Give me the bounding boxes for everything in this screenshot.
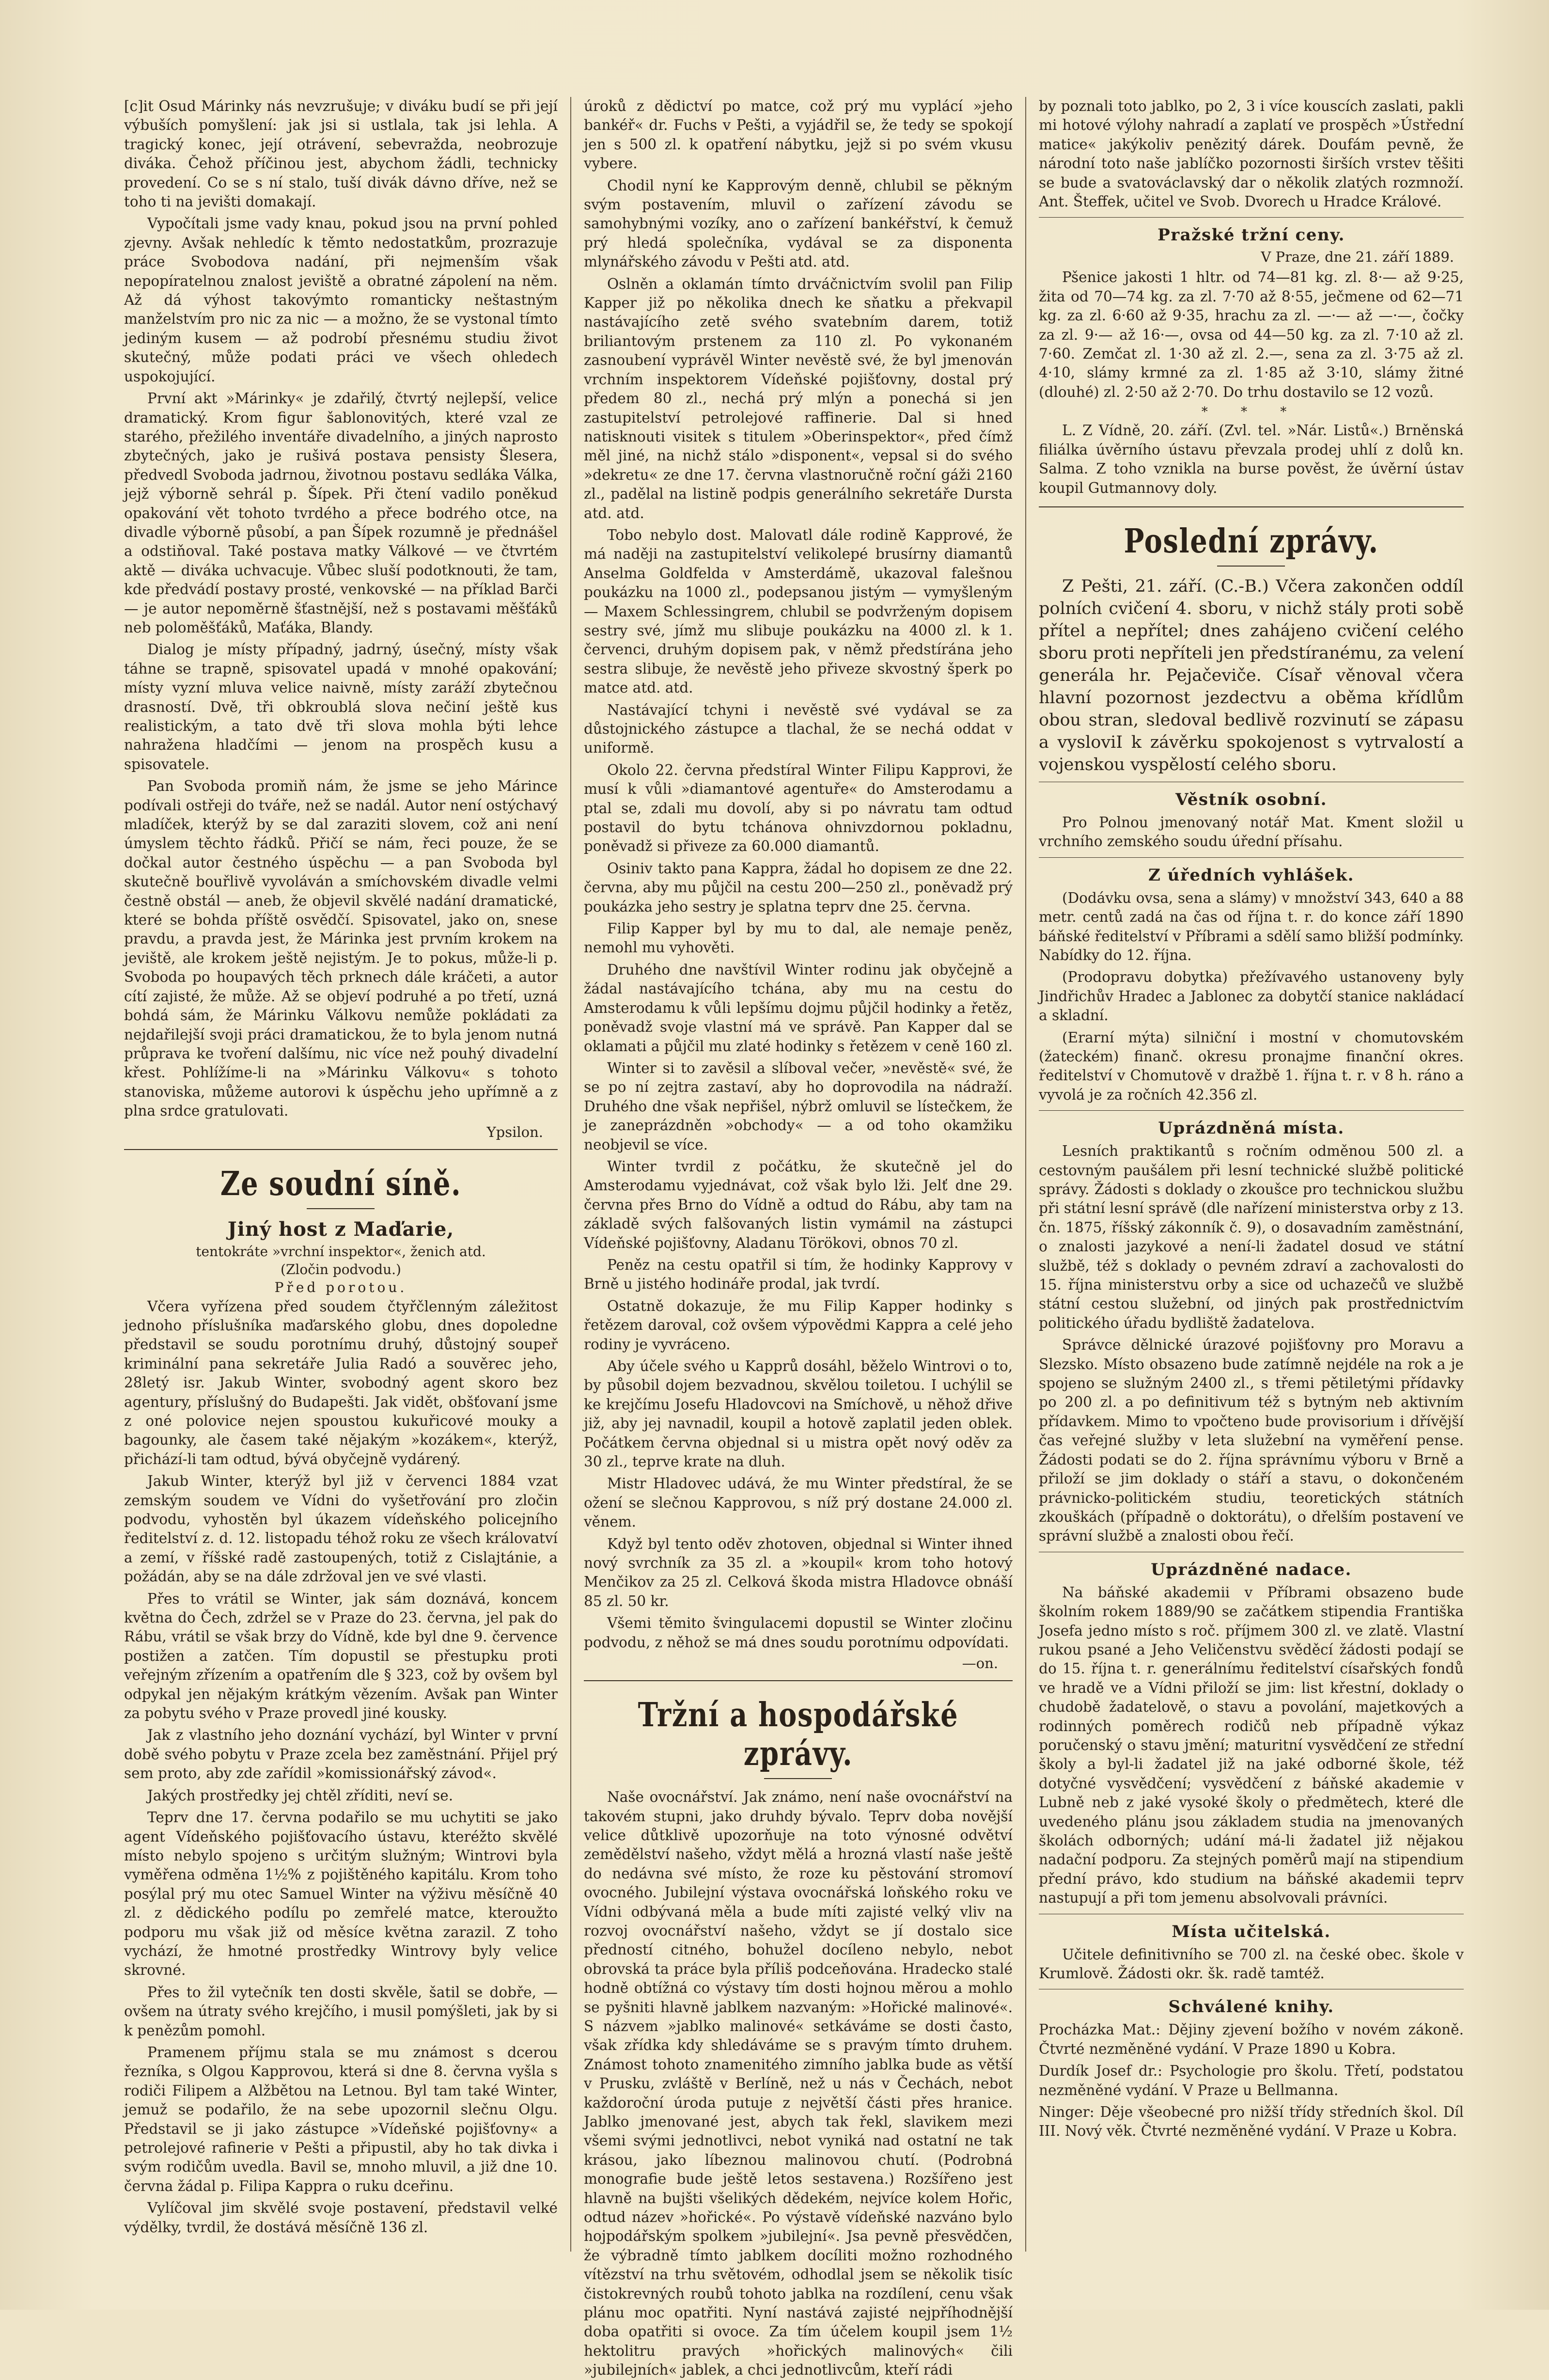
article-paragraph: úroků z dědictví po matce, což prý mu vyplácí »jeho bankéř« dr. Fuchs v Pešti, a vyjádřil se, že tedy se spokojí jen s 500 zl. k opatření nábytku, jejž si po svém vkusu vybere. — [583, 98, 1013, 172]
review-paragraph: Dialog je místy případný, jadrný, úsečný, místy však táhne se trapně, spisovatel upadá v mnohé opakování; místy vyzní mluva velice naivně, místy zaráží zbytečnou drasností. Dvě, tři obkroublá slova nečiní ještě kus realistickým, a tato dvě tři slova mohla býti lehce nahražena hladčími — jenom na prospěch kusu a spisovatele. — [124, 641, 558, 772]
market-prices-title: Pražské tržní ceny. — [1158, 225, 1345, 245]
article-subtitle: tentokráte »vrchní inspektor«, ženich atd. — [196, 1243, 486, 1260]
latest-news-header: Poslední zprávy. — [1124, 521, 1379, 561]
article-paragraph: Filip Kapper byl by mu to dal, ale nemaje peněz, nemohl mu vyhověti. — [583, 920, 1013, 956]
article-paragraph: Přes to žil vytečník ten dosti skvěle, šatil se dobře, — ovšem na útraty svého krejčího, i musil pomýšleti, jak by si k penězům pomohl. — [124, 1984, 558, 2039]
article-subtitle: (Zločin podvodu.) — [281, 1261, 401, 1277]
section-divider — [124, 1149, 558, 1150]
article-paragraph: Teprv dne 17. června podařilo se mu uchytiti se jako agent Vídeňského pojišťovacího ústavu, kteréžto skvělé místo nebylo spojeno s určitým služným; Wintrovi byla vyměřena odměna 1½% z pojištěného kapitálu. Krom toho posýlal prý mu otec Samuel Winter na výživu měsíčně 40 zl. z dědického podílu po zemřelé matce, kteroužto podporu mu však již od měsíce května zarazil. Z toho vychází, že hmotné prostředky Wintrovy byly velice skrovné. — [124, 1809, 558, 1979]
review-paragraph: Vypočítali jsme vady knau, pokud jsou na první pohled zjevny. Avšak nehledíc k těmto nedostatkům, prozrazuje práce Svobodova nadání, při nejmenším však nepopíratelnou znalost jeviště a obratné zápolení na něm. Až dá výhost takovýmto romanticky neštastným manželstvím pro nic za nic — a možno, že se vystonal tímto jediným kusem — až podrobí přesnému studiu život skutečný, může podati práci ve všech ohledech uspokojující. — [124, 215, 558, 385]
news-paragraph: L. Z Vídně, 20. září. (Zvl. tel. »Nár. Listů«.) Brněnská filiálka úvěrního ústavu převzala prodej uhlí z dolů kn. Salma. Z toho vznikla na burse pověst, že úvěrní ústav koupil Gutmannovy doly. — [1038, 422, 1464, 496]
foundations-title: Uprázdněné nadace. — [1151, 1560, 1352, 1579]
article-paragraph: Pramenem příjmu stala se mu známost s dcerou řezníka, s Olgou Kapprovou, která si dne 8. června vyšla s rodiči Filipem a Alžbětou na Letnou. Byl tam také Winter, jemuž se podařilo, že na sebe upozornil slečnu Olgu. Představil se ji jako zástupce »Vídeňské pojišťovny« a petrolejové rafinerie v Pešti a připustil, aby ho tak divka i svým rodičům uvedla. Bavil se, mnoho mluvil, a již dne 10. června žádal p. Filipa Kappra o ruku dceřinu. — [124, 2044, 558, 2194]
market-paragraph: Pšenice jakosti 1 hltr. od 74—81 kg. zl. 8·— až 9·25, žita od 70—74 kg. za zl. 7·70 až 8·55, ječmene od 62—71 kg. za zl. 6·60 až 9·35, hrachu za zl. —·— až —·—, čočky za zl. 9·— až 16·—, ovsa od 44—50 kg. za zl. 7·10 až zl. 7·60. Zemčat zl. 1·30 až zl. 2.—, sena za zl. 3·75 až zl. 4·10, slámy krmné za zl. 1·85 až 3·10, slámy žitné (dlouhé) zl. 2·50 až 2·70. Do trhu dostavilo se 12 vozů. — [1038, 269, 1464, 400]
column-left — [111, 97, 571, 2252]
article-paragraph: Okolo 22. června předstíral Winter Filipu Kapprovi, že musí k vůli »diamantové agentuře« do Amsterodamu a ptal se, zdali mu dovolí, aby si po návratu tam odtud postavil do bytu tchánova ohnivzdornou pokladnu, poněvadž si přiveze za 60.000 diamantů. — [583, 761, 1013, 855]
notice-paragraph: Správce dělnické úrazové pojišťovny pro Moravu a Slezsko. Místo obsazeno bude zatímně nejdéle na rok a je spojeno se služným 2400 zl., s třemi pětiletými přídavky po 200 zl. a po definitivum též s bytným neb aktivním přídavkem. Mimo to vpočteno bude provisorium i dřívější čas veřejné služby v leta služební na vyměření pense. Žádosti podati se do 2. října správnímu výboru v Brně a přiloží se jim doklady o stáří a stavu, o dokončeném právnicko-politickém studiu, teoretických státních zkouškách (případně o doktorátu), o dřelším postavení ve správní službě a znalosti obou řečí. — [1038, 1337, 1464, 1545]
article-paragraph: Chodil nyní ke Kapprovým denně, chlubil se pěkným svým postavením, mluvil o zařízení závodu se samohybnými vozíky, ano o zařízení bankéřství, k čemuž prý hledá společníka, vydával se za disponenta mlynářského závodu v Pešti atd. atd. — [583, 177, 1013, 270]
article-paragraph: Jak z vlastního jeho doznání vychází, byl Winter v první době svého pobytu v Praze zcela bez zaměstnání. Přijel prý sem proto, aby zde zařídil »komissionářský závod«. — [124, 1727, 558, 1782]
article-paragraph: Winter si to zavěsil a slíboval večer, »nevěstě« své, že se po ní zejtra zastaví, aby ho doprovodila na nádraží. Druhého dne však nepřišel, nýbrž omluvil se lístečkem, že je zaneprázdněn »obchody« — a od toho okamžiku neobjevil se více. — [583, 1059, 1013, 1153]
news-paragraph: Z Pešti, 21. září. (C.-B.) Včera zakončen oddíl polních cvičení 4. sboru, v nichž stály proti sobě přítel a nepřítel; dnes zahájeno cvičení celého sboru proti nepříteli jen předstíranému, za velení generála hr. Pejačeviče. Císař věnoval včera hlavní pozornost jezdectvu a oběma křídlům obou stran, sledoval bedlivě rozvinutí se zápasu a vysloviI k závěrku spokojenost s vytrvalostí a vojenskou vyspělostí celého sboru. — [1038, 576, 1464, 774]
book-entry: Ninger: Děje všeobecné pro nižší třídy středních škol. Díl III. Nový věk. Čtvrté nezměněné vydání. V Praze u Kobra. — [1038, 2104, 1464, 2140]
article-paragraph: Peněz na cestu opatřil si tím, že hodinky Kapprovy v Brně u jistého hodináře prodal, jak tvrdí. — [583, 1256, 1013, 1292]
review-paragraph: Pan Svoboda promiň nám, že jsme se jeho Márince podívali ostřeji do tváře, než se nadál. Autor není ostýchavý mladíček, kterýž by se dal zaraziti slovem, což ani není úmyslem těchto řádků. Přičí se nám, řeci pouze, že se dočkal autor čestného úspěchu — a pan Svoboda byl skutečně bouřlivě vyvoláván a smíchovském divadle velmi čestně obstál — aneb, že objevil skvělé nadání dramatické, které se bohda příště osvědčí. Spisovatel, jako on, snese pravdu, a pravda jest, že Márinka jest prvním krokem na jeviště, ale krokem ještě nejistým. Je to pokus, může-li p. Svoboda po houpavých těch prknech dále kráčeti, a autor cítí zajisté, že může. Až se objeví podruhé a po třetí, uzná bohdá sám, že Márinku Válkovu nemůže pokládati za nejdařilejší svoji práci dramatickou, že to byla jenom nutná průprava ke tvoření dalšímu, nic více než pouhý divadelní křest. Pohlížíme-li na »Márinku Válkovu« s tohoto stanoviska, můžeme autorovi k úspěchu jeho upřímně a z plna srdce gratulovati. — [124, 778, 558, 1119]
notice-paragraph: Pro Polnou jmenovaný notář Mat. Kment složil u vrchního zemského soudu úřední přísahu. — [1038, 814, 1464, 850]
article-paragraph: Naše ovocnářství. Jak známo, není naše ovocnářství na takovém stupni, jako druhdy bývalo. Teprv doba novější velice důtklivě upozorňuje na toto výnosné odvětví zemědělství našeho, vždyt mělá a hrozná vlastí naše ještě do nedávna své místo, že roze ku pěstování stromoví ovocného. Jubilejní výstava ovocnářská loňského roku ve Vídni odbývaná měla a bude míti zajisté velký vliv na rozvoj ovocnářství našeho, vždyt se jí dostalo sice předností citného, bohužel docíleno nebylo, nebot obrovská ta práce byla příliš podceňována. Hradecko stalé hodně obtížná co výstavy tím dosti hojnou měrou a mohlo se pyšniti hlavně jablkem nazvaným: »Hořické malinové«. S názvem »jablko malinové« setkáváme se dosti často, však zřídka kdy shledáváme se s pravým tímto druhem. Známost tohoto znamenitého zimního jablka bude as větší v Prusku, zvláště v Berlíně, než u nás v Čechách, nebot každoroční úroda putuje z největší části přes hranice. Jablko jmenované jest, abych tak řekl, slavikem mezi všemi svými jednotlivci, nebot vyniká nad ostatní ne tak krásou, jako líbeznou malinovou chutí. (Podrobná monografie bude ještě letos sestavena.) Rozšířeno jest hlavně na bujšti všelikých dědekém, nejvíce kolem Hořic, odtud název »hořické«. Po výstavě vídeňské nazváno bylo hojpodářským spolkem »jubilejní«. Jsa pevně přesvědčen, že výbradně tímto jablkem docíliti možno rozhodného vítězství na trhu světovém, odhodlal jsem se několik tisíc čistokrevných roubů tohoto jablka na rozdílení, cenu však plánu moc opatřiti. Nyní nastává zajisté nejpříhodnější doba opatřiti si ovoce. Za tím účelem koupil jsem 1½ hektolitru pravých »hořických malinových« čili »jubilejních« jablek, a chci jednotlivcům, kteří rádi — [583, 1789, 1013, 2379]
column-middle — [571, 97, 1026, 2379]
book-entry: Durdík Josef dr.: Psychologie pro školu. Třetí, podstatou nezměněné vydání. V Praze u Bellmanna. — [1038, 2063, 1464, 2098]
article-paragraph: Včera vyřízena před soudem čtyřčlenným záležitost jednoho příslušníka maďarského globu, dnes dopoledne představil se soudu porotnímu druhý, důstojný soupeř kriminální pana sekretáře Julia Radó a souvěrec jeho, 28letý isr. Jakub Winter, svobodný agent skoro bez agentury, příslušný do Budapešti. Jak vidět, obšťovaní jsme z oné polovice nejen spoustou kukuřicové mouky a bagounky, ale časem také nějakým »kozákem«, kterýž, přichází-li tam odtud, bývá obyčejně vydárený. — [124, 1298, 558, 1467]
article-paragraph: Oslněn a oklamán tímto drváčnictvím svolil pan Filip Kapper již po několika dnech ke sňatku a překvapil nastávajícího zetě svého svatebním darem, totiž briliantovým prstenem za 110 zl. Po vykonaném zasnoubení vyprávěl Winter nevěstě své, že byl jmenován vrchním inspektorem Vídeňské pojišťovny, dostal prý předem 80 zl., nechá prý mlýn a ponechá si jen zastupitelství petrolejové raffinerie. Dal si hned natisknouti visitek s titulem »Oberinspektor«, před čímž měl jiné, na nichž stálo »disponent«, vepsal si do svého »dekretu« ze dne 17. června vlastnoručně roční gáži 2160 zl., padělal na listině podpis generálního sekretáře Dursta atd. atd. — [583, 275, 1013, 521]
short-divider — [307, 1208, 375, 1209]
column-right — [1026, 97, 1476, 2252]
article-subtitle: Před porotou. — [274, 1279, 407, 1295]
article-paragraph: Winter tvrdil z počátku, že skutečně jel do Amsterodamu vyjednávat, což však bylo lži. Jelť dne 29. června přes Brno do Vídně a odtud do Rábu, aby tam na základě svých falšovaných listin vymámil na zástupci Vídeňské pojišťovny, Aladanu Törökovi, obnos 70 zl. — [583, 1158, 1013, 1251]
notice-paragraph: Lesních praktikantů s ročním odměnou 500 zl. a cestovným paušálem při lesní technické službě politické správy. Žádosti s doklady o zkoušce pro technickou službu při státní lesní správě (dle nařízení ministerstva orby z 13. čn. 1875, říšský zákonník č. 9), o dosavadním zaměstnání, o znalosti jazykové a není-li žadatel dosud ve státní službě, též s doklady o pevném zdraví a zachovalosti do 15. října ministerstvu orby a sice od uchazečů ve službě státní cestou služební, od jiných pak prostřednictvím politického úřadu bydliště žadatelova. — [1038, 1143, 1464, 1331]
section-divider — [584, 1680, 1013, 1681]
asterism: * * * — [1201, 405, 1301, 420]
teaching-posts-title: Místa učitelská. — [1172, 1922, 1331, 1941]
section-divider — [1039, 857, 1464, 858]
economy-section-header: Tržní a hospodářské zprávy. — [638, 1696, 959, 1774]
article-paragraph: Všemi těmito švingulacemi dopustil se Winter zločinu podvodu, z něhož se má dnes soudu porotnímu odpovídati. — [583, 1615, 1013, 1651]
article-paragraph: Jakub Winter, kterýž byl již v červenci 1884 vzat zemským soudem ve Vídni do vyšetřování pro zločin podvodu, vyhostěn byl úkazem vídeňského policejního ředitelství z. d. 12. listopadu téhož roku ze všech královatví a zemí, v říšské radě zastoupených, totiž z Cislajtánie, a požádán, aby se na dále zdržoval jen ve své vlasti. — [124, 1473, 558, 1585]
article-paragraph: Vylíčoval jim skvělé svoje postavení, představil velké výdělky, tvrdil, že dostává měsíčně 136 zl. — [124, 2200, 558, 2236]
notice-paragraph: Učitele definitivního se 700 zl. na české obec. škole v Krumlově. Žádosti okr. šk. radě tamtéž. — [1038, 1946, 1464, 1982]
review-signature: Ypsilon. — [486, 1123, 543, 1140]
personal-notices-title: Věstník osobní. — [1175, 789, 1327, 809]
vacancies-title: Uprázdněná místa. — [1158, 1119, 1345, 1138]
article-paragraph: Ostatně dokazuje, že mu Filip Kapper hodinky s řetězem daroval, což ovšem výpovědmi Kappra a celé jeho rodiny je vyvráceno. — [583, 1297, 1013, 1353]
court-section-header: Ze soudní síně. — [220, 1164, 462, 1203]
book-entry: Procházka Mat.: Dějiny zjevení božího v novém zákoně. Čtvrté nezměněné vydání. V Praze 1890 u Kobra. — [1038, 2021, 1464, 2057]
article-paragraph: Tobo nebylo dost. Malovatl dále rodině Kapprové, že má naději na zastupitelství velikolepé brusírny diamantů Anselma Goldfelda v Amsterdámě, ukazoval falešnou poukázku na 1000 zl., podepsanou jistým — vymyšleným — Maxem Schlessingrem, chlubil se podvrženým dopisem sestry své, jímž mu slibuje poukázku na 4000 zl. k 1. červenci, druhým dopisem pak, v němž předstírána jeho sestra slibuje, že nevěstě jeho přiveze skvostný šperk po matce atd. atd. — [583, 526, 1013, 696]
notice-paragraph: Na báňské akademii v Příbrami obsazeno bude školním rokem 1889/90 se začátkem stipendia Františka Josefa jedno místo s roč. příjmem 300 zl. ve zlatě. Vlastní rukou psané a Jeho Veličenstvu svěděcí žádosti podají se do 15. října t. r. generálnímu ředitelství císařských fondů ve hradě ve a Vídni přiloží se jim: list křestní, doklady o chudobě žadatelově, o stavu a povolání, majetkových a rodinných poměrech rodičů neb případně výkaz poručenský o stavu jmění; maturitní vysvědčení ze střední školy a byl-li žadatel již na jaké odborné škole, též dotyčné vysvědčení; vysvědčení z báňské akademie v Lubně neb z jaké vysoké školy o předmětech, které dle uvedeného plánu jsou základem studia na jmenovaných školách odborných; udání má-li žadatel již nějakou nadační podporu. Za stejných poměrů mají na stipendium přední právo, kdo studium na báňské akademii teprv nastupují a při tom jemenu absolvovali právníci. — [1038, 1584, 1464, 1907]
article-paragraph: Aby účele svého u Kapprů dosáhl, běželo Wintrovi o to, by působil dojem bezvadnou, skvělou toiletou. I uchýlil se ke krejčímu Josefu Hladovcovi na Smíchově, u něhož dřive již, aby jej navnadil, koupil a hotově zaplatil jeden oblek. Počátkem června objednal si u mistra opět nový oděv za 30 zl., teprve krate na dluh. — [583, 1358, 1013, 1470]
section-divider — [1039, 506, 1464, 507]
section-divider — [1039, 217, 1464, 218]
notice-paragraph: (Erarní mýta) silniční i mostní v chomutovském (žateckém) finanč. okresu pronajme finanční okres. ředitelství v Chomutově v dražbě 1. října t. r. v 8 h. ráno a vyvolá je za ročních 42.356 zl. — [1038, 1029, 1464, 1103]
article-paragraph: Přes to vrátil se Winter, jak sám doznává, koncem května do Čech, zdržel se v Praze do 23. června, jel pak do Rábu, vrátil se však brzy do Vídně, kde byl dne 9. července postižen a zatčen. Tím dopustil se přestupku proti veřejným zřízením a opatřením dle § 323, což by ovšem byl odpykal jen nějakým krátkým vězením. Avšak pan Winter za pobytu svého v Praze provedl jiné kousky. — [124, 1590, 558, 1722]
official-notices-title: Z úředních vyhlášek. — [1148, 865, 1354, 885]
notice-paragraph: (Prodopravu dobytka) přežívavého ustanoveny byly Jindřichův Hradec a Jablonec za dobytčí stanice nakládací a skladní. — [1038, 969, 1464, 1024]
section-divider — [1039, 1110, 1464, 1111]
short-divider — [764, 1778, 832, 1779]
market-date: V Praze, dne 21. září 1889. — [1261, 249, 1454, 266]
review-paragraph: První akt »Márinky« je zdařilý, čtvrtý nejlepší, velice dramatický. Krom figur šablonovitých, které vzal ze starého, přežilého inventáře divadelního, a jiných naprosto zbytečných, jako je rušivá postava pensisty Šlesera, předvedl Svoboda jadrnou, životnou postavu sedláka Válka, jejž výborně sehrál p. Šípek. Při čtení vadilo poněkud opakování vět tohoto tvrdého a přece bodrého otce, na divadle výborně působí, a pan Šípek rozumně je přednášel a odstiňoval. Také postava matky Válkové — ve čtvrtém aktě — diváka uchvacuje. Vůbec sluší podotknouti, že tam, kde předvádí postavy prosté, venkovské — na příklad Barči — je autor nepoměrně šťastnější, než s postavami měšťáků neb poloměšťáků, Maťáka, Blandy. — [124, 390, 558, 636]
article-paragraph: by poznali toto jablko, po 2, 3 i více kouscích zaslati, pakli mi hotové výlohy nahradí a zaplatí ve prospěch »Ústřední matice« jakýkoliv penězitý dárek. Doufám pevně, že národní toto naše jablíčko pozornosti širších vrstev těšiti se bude a svatováclavský dar o několik zlatých rozmnoží. Ant. Šteffek, učitel ve Svob. Dvorech u Hradce Králové. — [1038, 98, 1464, 210]
short-divider — [1217, 566, 1285, 567]
notice-paragraph: (Dodávku ovsa, sena a slámy) v množství 343, 640 a 88 metr. centů zadá na čas od října t. r. do konce září 1890 báňské ředitelství v Příbrami a sdělí samo bližší podmínky. Nabídky do 12. října. — [1038, 889, 1464, 963]
article-paragraph: Nastávající tchyni i nevěstě své vydával se za důstojnického zástupce a tlachal, že se nechá oddat v uniformě. — [583, 701, 1013, 757]
review-paragraph: [c]it Osud Márinky nás nevzrušuje; v diváku budí se při její výbuších pomyšlení: jak jsi si ustlala, tak jsi lehla. A tragický konec, její otrávení, sebevražda, neobrozuje diváka. Čehož příčinou jest, abychom žádli, technicky provedení. Co se s ní stalo, tuší divák dávno dříve, než se toho ti na jevišti domakají. — [124, 98, 558, 210]
article-title: Jiný host z Maďarie, — [227, 1217, 454, 1241]
article-signature: —on. — [962, 1655, 998, 1672]
article-paragraph: Když byl tento oděv zhotoven, objednal si Winter ihned nový svrchník za 35 zl. a »koupil« krom toho hotový Menčikov za 25 zl. Celková škoda mistra Hladovce obnáší 85 zl. 50 kr. — [583, 1535, 1013, 1609]
article-paragraph: Jakých prostředky jej chtěl zříditi, neví se. — [147, 1787, 454, 1804]
approved-books-title: Schválené knihy. — [1168, 1997, 1334, 2017]
article-paragraph: Druhého dne navštívil Winter rodinu jak obyčejně a žádal nastávajícího tchána, aby mu na cestu do Amsterodamu k vůli lepšímu dojmu půjčil hodinky a řetěz, poněvadž svoje vlastní má ve správě. Pan Kapper dal se oklamati a půjčil mu zlaté hodinky s řetězem v ceně 160 zl. — [583, 961, 1013, 1055]
article-paragraph: Osiniv takto pana Kappra, žádal ho dopisem ze dne 22. června, aby mu půjčil na cestu 200—250 zl., poněvadž prý poukázka jeho sestry je splatna teprv dne 25. června. — [583, 860, 1013, 915]
article-paragraph: Mistr Hladovec udává, že mu Winter předstíral, že se ožení se slečnou Kapprovou, s níž prý dostane 24.000 zl. věnem. — [583, 1475, 1013, 1530]
